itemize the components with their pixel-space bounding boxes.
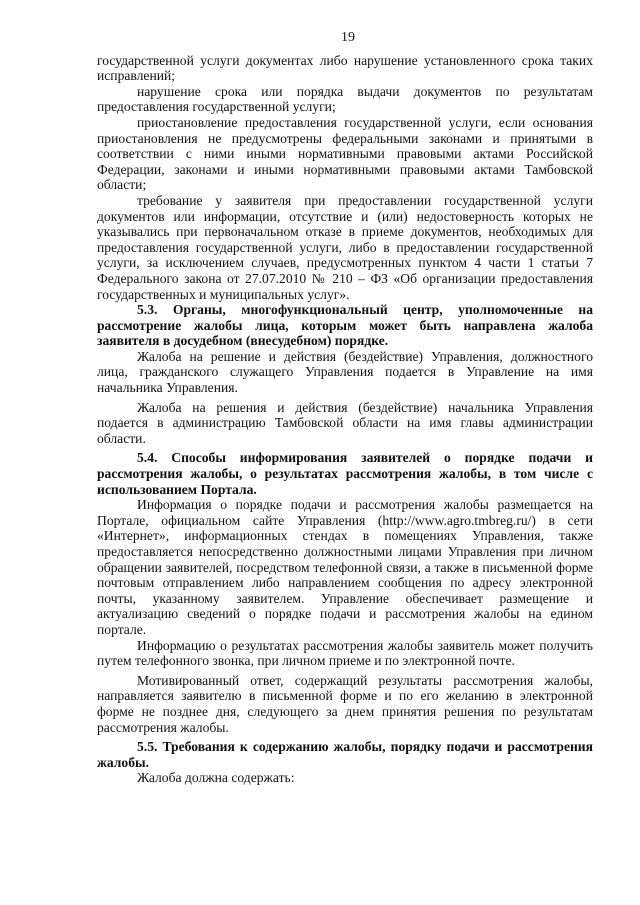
paragraph: Информация о порядке подачи и рассмотрения жалобы размещается на Портале, официальном сайте Управления (http://www.agro.tmbreg.ru/) в сети «Интернет», информационных стендах в помещениях Управления, также предоставляется непосредственно должностными лицами Управления при личном обращении заявителей, посредством телефонной связи, а также в письменной форме почтовым отправлением либо направлением сообщения по адресу электронной почты, указанному заявителем. Управление обеспечивает размещение и актуализацию сведений о порядке подачи и рассмотрения жалобы на едином портале. [97,497,593,637]
section-heading: 5.4. Способы информирования заявителей о порядке подачи и рассмотрения жалобы, о результатах рассмотрения жалобы, в том числе с использованием Портала. [97,450,593,497]
paragraph: Информацию о результатах рассмотрения жалобы заявитель может получить путем телефонного звонка, при личном приеме и по электронной почте. [97,637,593,669]
paragraph: Жалоба на решение и действия (бездействие) Управления, должностного лица, гражданского служащего Управления подается в Управление на имя начальника Управления. [97,348,593,396]
paragraph: нарушение срока или порядка выдачи документов по результатам предоставления государственной услуги; [97,83,593,115]
paragraph: Жалоба должна содержать: [137,770,295,786]
document-body [97,53,593,786]
page-number: 19 [341,30,355,45]
paragraph: приостановление предоставления государственной услуги, если основания приостановления не предусмотрены федеральными законами и принятыми в соответствии с ними иными нормативными правовыми актами Российской Федерации, законами и иными нормативными правовыми актами Тамбовской области; [97,114,593,193]
section-heading: 5.5. Требования к содержанию жалобы, порядку подачи и рассмотрения жалобы. [97,739,593,770]
paragraph: государственной услуги документах либо нарушение установленного срока таких исправлений; [97,52,593,84]
document-page [97,30,593,786]
paragraph: Мотивированный ответ, содержащий результаты рассмотрения жалобы, направляется заявителю в письменной форме и по его желанию в электронной форме не позднее дня, следующего за днем принятия решения по результатам рассмотрения жалобы. [97,672,593,735]
paragraph: требование у заявителя при предоставлении государственной услуги документов или информации, отсутствие и (или) недостоверность которых не указывались при первоначальном отказе в приеме документов, необходимых для предоставления государственной услуги, либо в предоставлении государственной услуги, за исключением случаев, предусмотренных пунктом 4 части 1 статьи 7 Федерального закона от 27.07.2010 № 210 – ФЗ «Об организации предоставления государственных и муниципальных услуг». [97,192,593,302]
paragraph: Жалоба на решения и действия (бездействие) начальника Управления подается в администрацию Тамбовской области на имя главы администрации области. [97,399,593,446]
section-heading: 5.3. Органы, многофункциональный центр, уполномоченные на рассмотрение жалобы лица, которым может быть направлена жалоба заявителя в досудебном (внесудебном) порядке. [97,302,593,349]
